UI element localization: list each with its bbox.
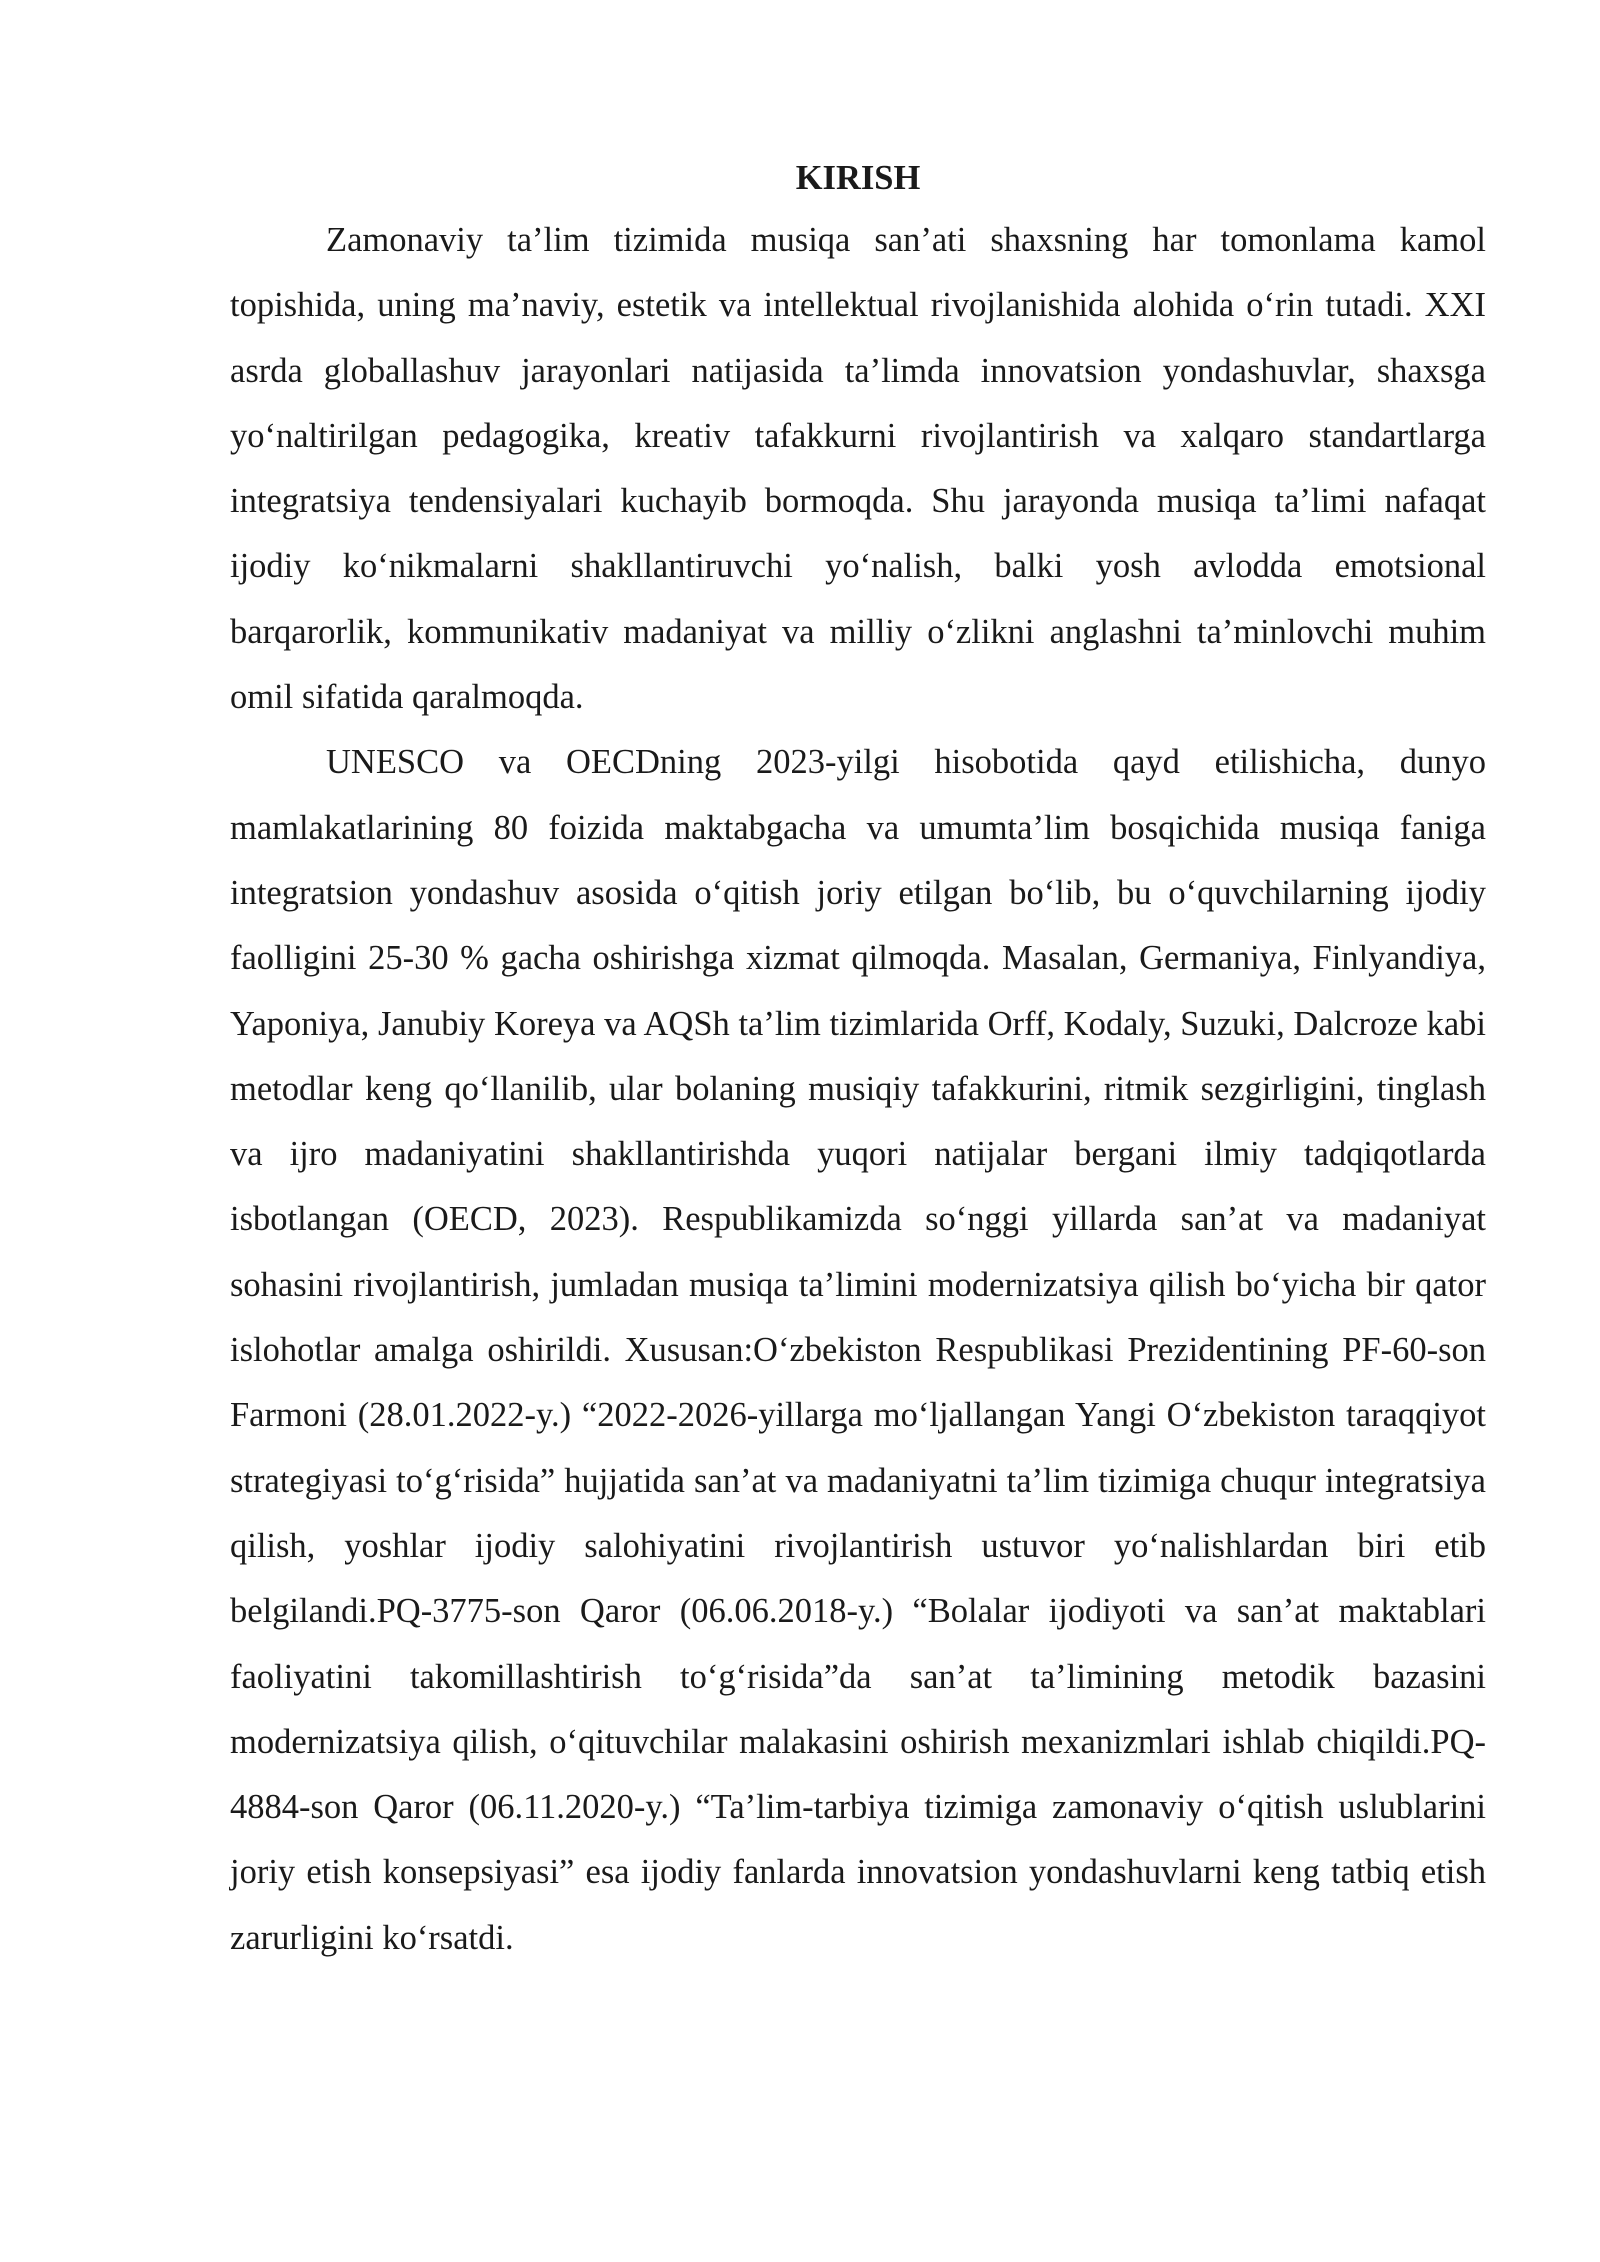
paragraph-international-context: UNESCO va OECDning 2023-yilgi hisobotida qayd etilishicha, dunyo mamlakatlarining 80 foizida maktabgacha va umumta’lim bosqichida musiqa faniga integratsion yondashuv asosida o‘qitish joriy etilgan bo‘lib, bu o‘quvchilarning ijodiy faolligini 25-30 % gacha oshirishga xizmat qilmoqda. Masalan, Germaniya, Finlyandiya, Yaponiya, Janubiy Koreya va AQSh ta’lim tizimlarida Orff, Kodaly, Suzuki, Dalcroze kabi metodlar keng qo‘llanilib, ular bolaning musiqiy tafakkurini, ritmik sezgirligini, tinglash va ijro madaniyatini shakllantirishda yuqori natijalar bergani ilmiy tadqiqotlarda isbotlangan (OECD, 2023). Respublikamizda so‘nggi yillarda san’at va madaniyat sohasini rivojlantirish, jumladan musiqa ta’limini modernizatsiya qilish bo‘yicha bir qator islohotlar amalga oshirildi. Xususan:O‘zbekiston Respublikasi Prezidentining PF-60-son Farmoni (28.01.2022-y.) “2022-2026-yillarga mo‘ljallangan Yangi O‘zbekiston taraqqiyot strategiyasi to‘g‘risida” hujjatida san’at va madaniyatni ta’lim tizimiga chuqur integratsiya qilish, yoshlar ijodiy salohiyatini rivojlantirish ustuvor yo‘nalishlardan biri etib belgilandi.PQ-3775-son Qaror (06.06.2018-y.) “Bolalar ijodiyoti va san’at maktablari faoliyatini takomillashtirish to‘g‘risida”da san’at ta’limining metodik bazasini modernizatsiya qilish, o‘qituvchilar malakasini oshirish mexanizmlari ishlab chiqildi.PQ-4884-son Qaror (06.11.2020-y.) “Ta’lim-tarbiya tizimiga zamonaviy o‘qitish uslublarini joriy etish konsepsiyasi” esa ijodiy fanlarda innovatsion yondashuvlarni keng tatbiq etish zarurligini ko‘rsatdi. xyxy=(230,743,1486,1957)
section-heading: KIRISH xyxy=(795,159,921,197)
document-body xyxy=(230,148,1486,1971)
paragraph-introduction: Zamonaviy ta’lim tizimida musiqa san’ati shaxsning har tomonlama kamol topishida, uning ma’naviy, estetik va intellektual rivojlanishida alohida o‘rin tutadi. XXI asrda globallashuv jarayonlari natijasida ta’limda innovatsion yondashuvlar, shaxsga yo‘naltirilgan pedagogika, kreativ tafakkurni rivojlantirish va xalqaro standartlarga integratsiya tendensiyalari kuchayib bormoqda. Shu jarayonda musiqa ta’limi nafaqat ijodiy ko‘nikmalarni shakllantiruvchi yo‘nalish, balki yosh avlodda emotsional barqarorlik, kommunikativ madaniyat va milliy o‘zlikni anglashni ta’minlovchi muhim omil sifatida qaralmoqda. xyxy=(230,221,1486,717)
